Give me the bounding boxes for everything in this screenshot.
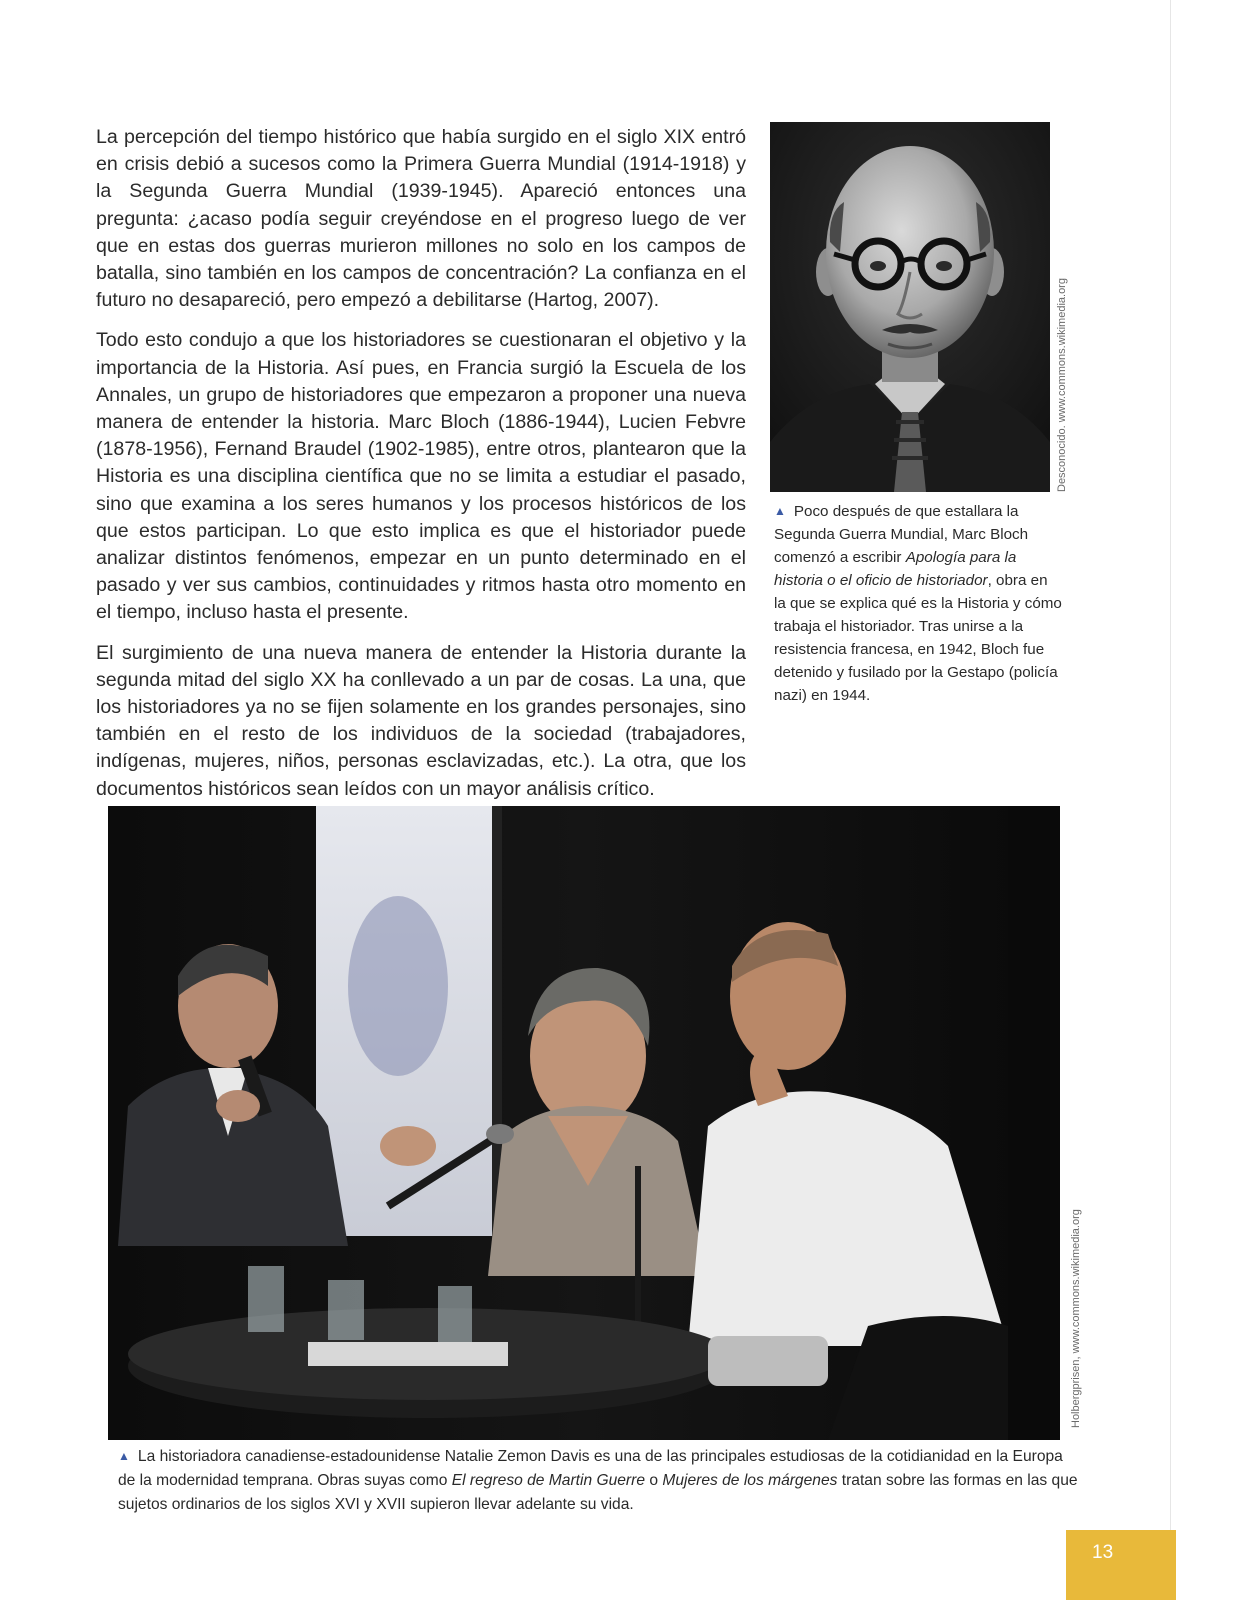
paragraph-3: El surgimiento de una nueva manera de entender la Historia durante la segunda mitad del siglo XX ha conllevado a un par de cosas. La una, que los historiadores ya no se fijen solamente en los grandes personajes, sino también en el resto de los individuos de la sociedad (trabajadores, indígenas, mujeres, niños, personas esclavizadas, etc.). La otra, que los documentos históricos sean leídos con un mayor análisis crítico. bbox=[96, 641, 746, 800]
paragraph-2: Todo esto condujo a que los historiadores se cuestionaran el objetivo y la importancia de la Historia. Así pues, en Francia surgió la Escuela de los Annales, un grupo de historiadores que empezaron a proponer una nueva manera de entender la historia. Marc Bloch (1886-1944), Lucien Febvre (1878-1956), Fernand Braudel (1902-1985), entre otros, plantearon que la Historia es una disciplina científica que no se limita a estudiar el pasado, sino que examina a los seres humanos y los procesos históricos de los que estos participan. Lo que esto implica es que el historiador puede analizar distintos fenómenos, empezar en un punto determinado en el pasado y ver sus cambios, continuidades y ritmos hasta otro momento en el tiempo, incluso hasta el presente. bbox=[96, 329, 746, 624]
body-text bbox=[96, 124, 746, 816]
page-number-tab bbox=[1066, 1530, 1176, 1600]
portrait-caption-book-title: Apología para la historia o el oficio de historiador bbox=[774, 549, 1017, 589]
portrait-photo-credit: Desconocido. www.commons.wikimedia.org bbox=[1056, 278, 1068, 492]
paragraph-1: La percepción del tiempo histórico que había surgido en el siglo XIX entró en crisis debió a sucesos como la Primera Guerra Mundial (1914-1918) y la Segunda Guerra Mundial (1939-1945). Apareció entonces una pregunta: ¿acaso podía seguir creyéndose en el progreso luego de ver que en estas dos guerras murieron millones no solo en los campos de batalla, sino también en los campos de concentración? La confianza en el futuro no desapareció, pero empezó a debilitarse (Hartog, 2007). bbox=[96, 126, 746, 312]
stage-caption-text: La historiadora canadiense-estadounidense Natalie Zemon Davis es una de las principales estudiosas de la cotidianidad en la Europa de la modernidad temprana. Obras suyas como bbox=[118, 1448, 1063, 1489]
stage-photo-credit: Holbergprisen, www.commons.wikimedia.org bbox=[1070, 1209, 1082, 1428]
stage-caption-text-end: tratan sobre las formas en las que sujetos ordinarios de los siglos XVI y XVII supieron llevar adelante su vida. bbox=[118, 1472, 1078, 1513]
stage-photo-panel-discussion bbox=[108, 806, 1060, 1440]
stage-caption-book-title-1: El regreso de Martin Guerre bbox=[451, 1472, 645, 1489]
page-edge bbox=[1170, 0, 1171, 1600]
stage-caption-text-middle: o bbox=[645, 1472, 663, 1489]
portrait-photo-marc-bloch bbox=[770, 122, 1050, 492]
caption-marker-icon: ▲ bbox=[118, 1449, 130, 1463]
portrait-caption-text-end: , obra en la que se explica qué es la Historia y cómo trabaja el historiador. Tras unirse a la resistencia francesa, en 1942, Bloch fue detenido y fusilado por la Gestapo (policía nazi) en 1944. bbox=[774, 572, 1062, 704]
stage-photo-caption bbox=[118, 1444, 1078, 1517]
portrait-caption bbox=[774, 500, 1062, 707]
portrait-caption-text: Poco después de que estallara la Segunda Guerra Mundial, Marc Bloch comenzó a escribir bbox=[774, 503, 1029, 566]
caption-marker-icon: ▲ bbox=[774, 504, 786, 518]
stage-caption-book-title-2: Mujeres de los márgenes bbox=[662, 1472, 838, 1489]
page-number: 13 bbox=[1092, 1542, 1114, 1563]
